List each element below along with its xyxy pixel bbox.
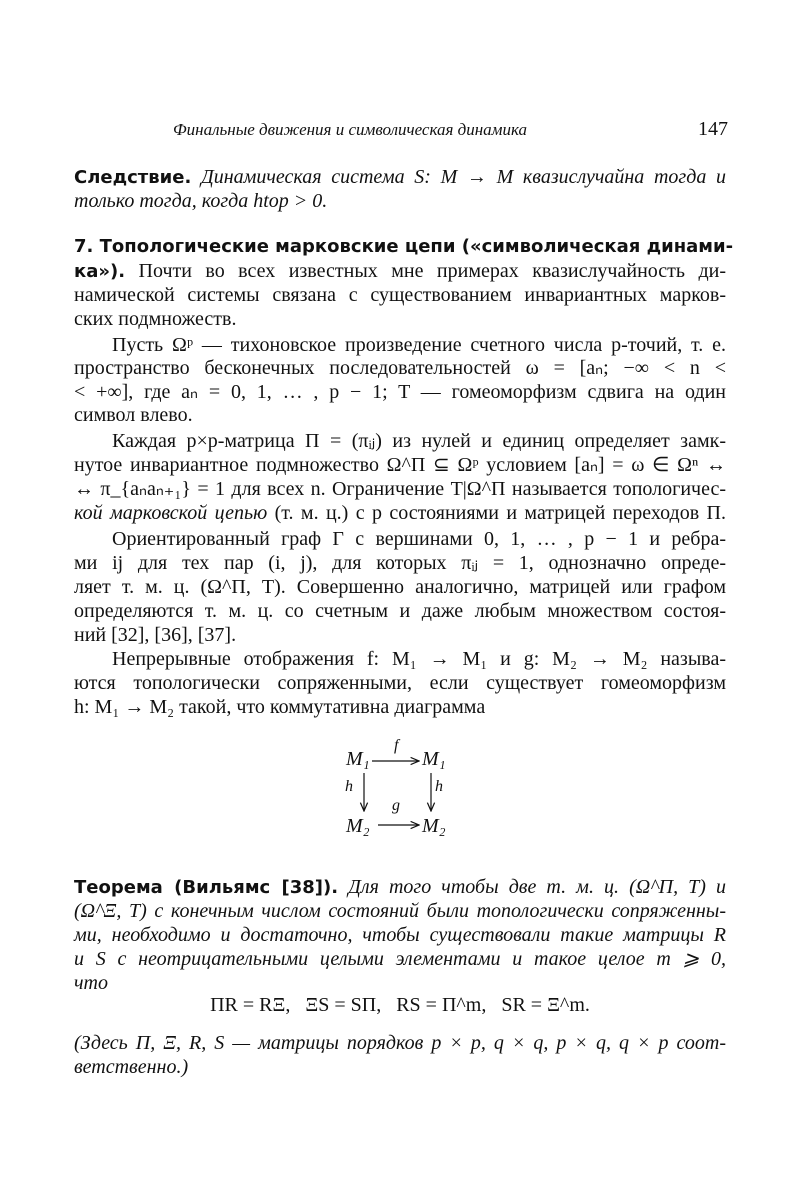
omega-line-4: символ влево. <box>74 404 193 426</box>
matrix-line-2: нутое инвариантное подмножество Ω^Π ⊆ Ωᵖ условием [aₙ] = ω ∈ Ωⁿ ↔ <box>74 454 726 476</box>
theorem-formula: ΠR = RΞ, ΞS = SΠ, RS = Π^m, SR = Ξ^m. <box>210 994 590 1016</box>
omega-line-3: < +∞], где aₙ = 0, 1, … , p − 1; T — гомеоморфизм сдвига на один <box>74 381 726 403</box>
page-number: 147 <box>698 118 728 140</box>
graph-line-5: ний [32], [36], [37]. <box>74 624 237 646</box>
diagram-top-left: M₁ <box>346 748 370 770</box>
matrix-line-1: Каждая p×p-матрица Π = (πᵢⱼ) из нулей и единиц определяет замк- <box>112 430 726 452</box>
theorem-line-5: что <box>74 972 108 994</box>
corollary-line-2: только тогда, когда htop > 0. <box>74 190 328 212</box>
matrix-line-3: ↔ π_{aₙaₙ₊₁} = 1 для всех n. Ограничение T|Ω^Π называется топологичес- <box>74 478 726 500</box>
section-heading: 7. Топологические марковские цепи («символическая динами- <box>74 236 734 257</box>
corollary-label: Следствие. <box>74 167 192 188</box>
diagram-label-h-right: h <box>435 778 443 795</box>
section-text-2: Почти во всех известных мне примерах квазислучайность ди- <box>138 260 727 282</box>
section-line-4: ских подмножеств. <box>74 308 237 330</box>
theorem-text-1: Для того чтобы две т. м. ц. (Ω^Π, T) и <box>338 876 726 898</box>
diagram-bottom-right: M₂ <box>422 815 446 837</box>
theorem-line-4: и S с неотрицательными целыми элементами и такое целое m ⩾ 0, <box>74 948 727 970</box>
diagram-label-g: g <box>392 797 400 814</box>
graph-line-2: ми ij для тех пар (i, j), для которых πᵢⱼ = 1, однозначно опреде- <box>74 552 726 574</box>
conj-line-1: Непрерывные отображения f: M₁ → M₁ и g: M₂ → M₂ называ- <box>112 648 726 670</box>
conj-line-3: h: M₁ → M₂ такой, что коммутативна диаграмма <box>74 696 486 718</box>
corollary-text-1: Динамическая система S: M → M квазислучайна тогда и <box>200 166 726 188</box>
theorem-line-1 <box>74 876 726 898</box>
note-line-2: ветственно.) <box>74 1056 189 1078</box>
conj-line-2: ются топологически сопряженными, если существует гомеоморфизм <box>74 672 726 694</box>
note-line-1: (Здесь Π, Ξ, R, S — матрицы порядков p × p, q × q, p × q, q × p соот- <box>74 1032 726 1054</box>
section-heading-end: ка»). <box>74 261 126 282</box>
diagram-label-f: f <box>394 737 399 754</box>
graph-line-3: ляет т. м. ц. (Ω^Π, T). Совершенно аналогично, матрицей или графом <box>74 576 726 598</box>
graph-line-1: Ориентированный граф Γ с вершинами 0, 1, … , p − 1 и ребра- <box>112 528 726 550</box>
diagram-bottom-left: M₂ <box>346 815 370 837</box>
theorem-label: Теорема (Вильямс [38]). <box>74 877 339 898</box>
graph-line-4: определяются т. м. ц. со счетным и даже любым множеством состоя- <box>74 600 726 622</box>
markov-chain-term: кой марковской цепью <box>74 502 268 524</box>
matrix-text-4: (т. м. ц.) с p состояниями и матрицей переходов Π. <box>267 502 726 524</box>
theorem-line-3: ми, необходимо и достаточно, чтобы существовали такие матрицы R <box>74 924 726 946</box>
omega-line-1: Пусть Ωᵖ — тихоновское произведение счетного числа p-точий, т. е. <box>112 334 726 356</box>
section-line-3: намической системы связана с существованием инвариантных марков- <box>74 284 726 306</box>
omega-line-2: пространство бесконечных последовательностей ω = [aₙ; −∞ < n < <box>74 357 726 379</box>
theorem-line-2: (Ω^Ξ, T) с конечным числом состояний были топологически сопряженны- <box>74 900 726 922</box>
page-header-title: Финальные движения и символическая динамика <box>173 120 528 139</box>
diagram-top-right: M₁ <box>422 748 446 770</box>
diagram-label-h-left: h <box>345 778 353 795</box>
